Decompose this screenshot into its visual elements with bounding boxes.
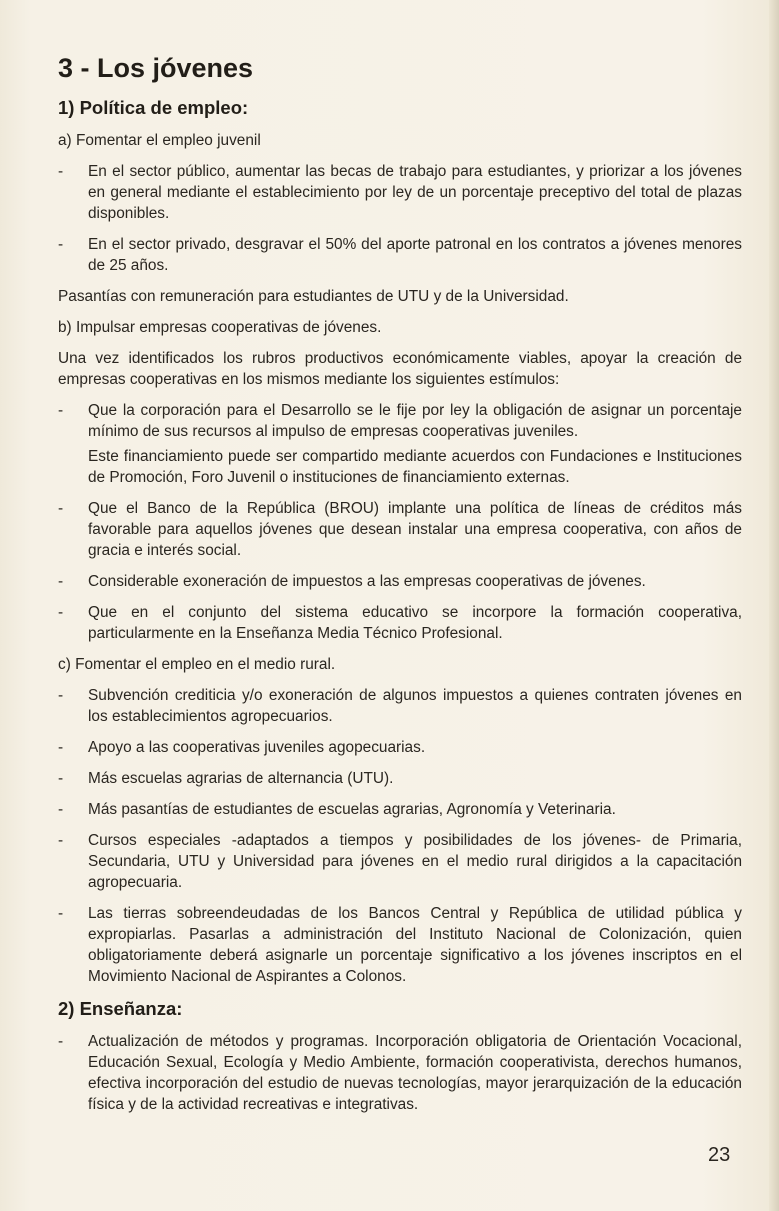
list-item-continuation xyxy=(58,446,742,488)
dash-marker: - xyxy=(58,236,64,253)
list-item xyxy=(58,602,742,644)
dash-marker: - xyxy=(58,1033,64,1050)
list-item-text: En el sector privado, desgravar el 50% del aporte patronal en los contratos a jóvenes menores de 25 años. xyxy=(88,236,742,274)
dash-marker: - xyxy=(58,739,64,756)
point-a-heading: a) Fomentar el empleo juvenil xyxy=(58,132,261,149)
list-item-text: Las tierras sobreendeudadas de los Bancos Central y República de utilidad pública y expropiarlas. Pasarlas a administración del Instituto Nacional de Colonización, quien obligatoriamente deberá asignarle un porcentaje significativo a los jóvenes inscriptos en el Movimiento Nacional de Aspirantes a Colonos. xyxy=(88,905,742,985)
list-item xyxy=(58,830,742,893)
list-item-text: Actualización de métodos y programas. Incorporación obligatoria de Orientación Vocacional, Educación Sexual, Ecología y Medio Ambiente, formación cooperativista, derechos humanos, efectiva incorporación del estudio de nuevas tecnologías, mayor jerarquización de la educación física y de la actividad recreativas e integrativas. xyxy=(88,1033,742,1113)
point-b-heading: b) Impulsar empresas cooperativas de jóvenes. xyxy=(58,319,382,336)
list-item-text: En el sector público, aumentar las becas de trabajo para estudiantes, y priorizar a los jóvenes en general mediante el establecimiento por ley de un porcentaje preceptivo del total de plazas disponibles. xyxy=(88,163,742,222)
list-item xyxy=(58,161,742,224)
dash-marker: - xyxy=(58,801,64,818)
point-c-heading: c) Fomentar el empleo en el medio rural. xyxy=(58,656,336,673)
list-item xyxy=(58,400,742,442)
list-item xyxy=(58,903,742,987)
list-item-text: Apoyo a las cooperativas juveniles agopecuarias. xyxy=(88,739,426,756)
list-item-text: Considerable exoneración de impuestos a las empresas cooperativas de jóvenes. xyxy=(88,573,646,590)
list-item xyxy=(58,799,742,820)
paragraph-pasantias: Pasantías con remuneración para estudiantes de UTU y de la Universidad. xyxy=(58,288,569,305)
list-item xyxy=(58,571,742,592)
list-item-text: Subvención crediticia y/o exoneración de algunos impuestos a quienes contraten jóvenes en los establecimientos agropecuarios. xyxy=(88,687,742,725)
dash-marker: - xyxy=(58,905,64,922)
list-item-text: Cursos especiales -adaptados a tiempos y posibilidades de los jóvenes- de Primaria, Secundaria, UTU y Universidad para jóvenes en el medio rural dirigidos a la capacitación agropecuaria. xyxy=(88,832,742,891)
list-item-text: Más pasantías de estudiantes de escuelas agrarias, Agronomía y Veterinaria. xyxy=(88,801,616,818)
dash-marker: - xyxy=(58,832,64,849)
list-item-text: Más escuelas agrarias de alternancia (UTU). xyxy=(88,770,394,787)
section-title: 3 - Los jóvenes xyxy=(58,53,254,83)
page-content xyxy=(58,50,742,1125)
dash-marker: - xyxy=(58,402,64,419)
page-number: 23 xyxy=(708,1144,731,1166)
list-item xyxy=(58,768,742,789)
dash-marker: - xyxy=(58,770,64,787)
list-item-text: Que la corporación para el Desarrollo se le fije por ley la obligación de asignar un porcentaje mínimo de sus recursos al impulso de empresas cooperativas juveniles. xyxy=(88,402,742,440)
list-item xyxy=(58,234,742,276)
list-item xyxy=(58,685,742,727)
paragraph-b-intro: Una vez identificados los rubros productivos económicamente viables, apoyar la creación de empresas cooperativas en los mismos mediante los siguientes estímulos: xyxy=(58,350,742,388)
list-item xyxy=(58,1031,742,1115)
subsection-heading-employment: 1) Política de empleo: xyxy=(58,97,249,118)
dash-marker: - xyxy=(58,687,64,704)
list-item-text: Que en el conjunto del sistema educativo se incorpore la formación cooperativa, particularmente en la Enseñanza Media Técnico Profesional. xyxy=(88,604,742,642)
dash-marker: - xyxy=(58,573,64,590)
page-edge xyxy=(769,0,779,1211)
subsection-heading-education: 2) Enseñanza: xyxy=(58,998,183,1019)
list-item xyxy=(58,498,742,561)
dash-marker: - xyxy=(58,163,64,180)
dash-marker: - xyxy=(58,604,64,621)
dash-marker: - xyxy=(58,500,64,517)
list-item xyxy=(58,737,742,758)
list-item-text: Este financiamiento puede ser compartido mediante acuerdos con Fundaciones e Instituciones de Promoción, Foro Juvenil o instituciones de financiamiento externas. xyxy=(88,448,742,486)
list-item-text: Que el Banco de la República (BROU) implante una política de líneas de créditos más favorable para aquellos jóvenes que desean instalar una empresa cooperativa, con años de gracia e interés social. xyxy=(88,500,742,559)
